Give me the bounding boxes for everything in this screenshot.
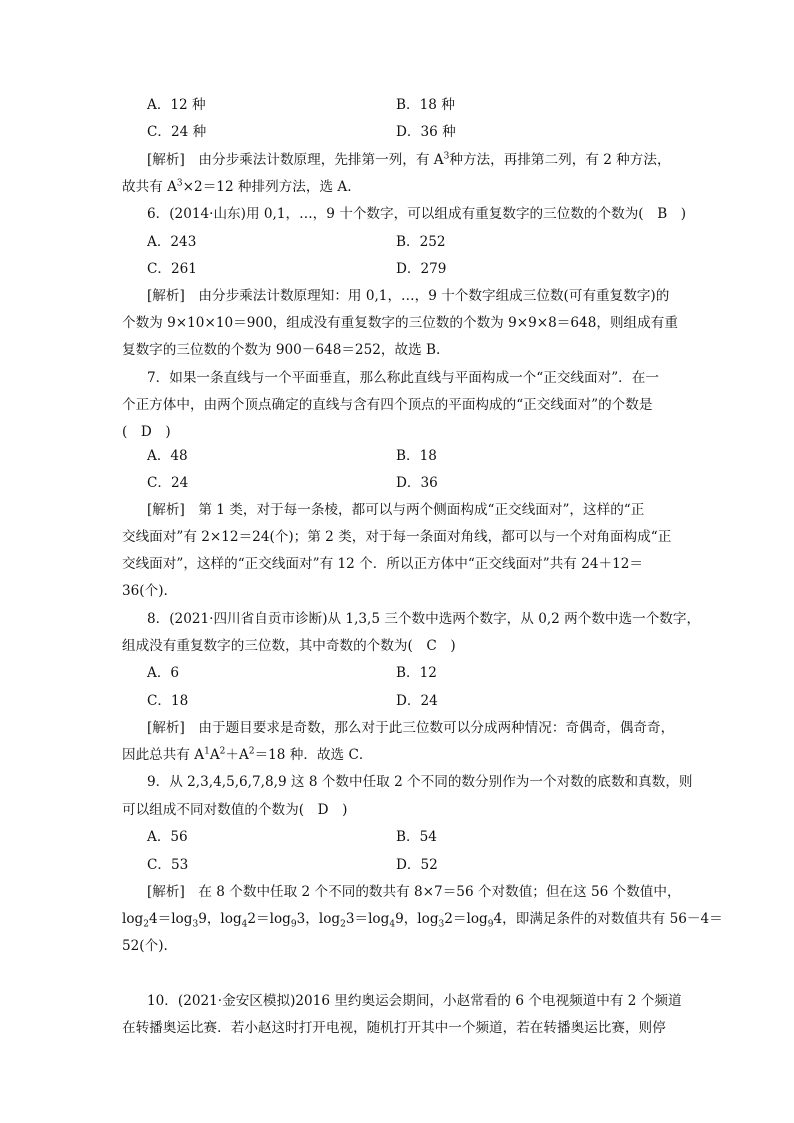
log-base-subscript: 2	[340, 919, 346, 930]
q7-option-a: A．48	[147, 448, 188, 464]
q6-stem: 6．(2014·山东)用 0,1，…，9 十个数字，可以组成有重复数字的三位数的个数为( B )	[147, 206, 687, 222]
q6-option-c: C．261	[147, 261, 197, 277]
q9-option-d: D．52	[396, 857, 438, 873]
log-base-subscript: 3	[192, 919, 199, 930]
q7-option-c: C．24	[147, 475, 189, 491]
q6-analysis-line-1: [解析] 由分步乘法计数原理知：用 0,1，…，9 十个数字组成三位数(可有重复数字)的	[147, 288, 670, 304]
q6-option-d: D．279	[396, 261, 447, 277]
q7-stem-line-3: ( D )	[122, 424, 171, 440]
q5-analysis-line-1: [解析] 由分步乘法计数原理，先排第一列，有 $A^3$种方法，再排第二列，有 2 种方法，	[147, 151, 671, 168]
log-base-subscript: 9	[290, 919, 297, 930]
q7-stem-line-1: 7．如果一条直线与一个平面垂直，那么称此直线与平面构成一个“正交线面对”．在一	[147, 370, 659, 386]
q7-analysis-line-3: 交线面对”，这样的“正交线面对”有 12 个．所以正方体中“正交线面对”共有 24＋12＝	[122, 556, 644, 572]
q8-option-b: B．12	[396, 665, 437, 681]
q9-analysis-line-3: 52(个).	[122, 938, 168, 954]
log-text-segment: 4＝log	[148, 911, 193, 927]
q8-option-d: D．24	[396, 693, 438, 709]
q7-stem-line-2: 个正方体中，由两个顶点确定的直线与含有四个顶点的平面构成的“正交线面对”的个数是	[122, 397, 653, 413]
q10-stem-line-1: 10．(2021·金安区模拟)2016 里约奥运会期间，小赵常看的 6 个电视频道中有 2 个频道	[147, 993, 682, 1009]
q8-stem-line-1: 8．(2021·四川省自贡市诊断)从 1,3,5 三个数中选两个数字，从 0,2 两个数中选一个数字，	[147, 611, 701, 627]
log-text-segment: 9，log	[198, 911, 242, 927]
q9-option-c: C．53	[147, 857, 189, 873]
q5-analysis-line-2: 故共有 $A^3\times 2=12$ 种排列方法，选 A.	[122, 178, 352, 195]
q7-analysis-line-4: 36(个).	[122, 583, 168, 599]
log-text-segment: log	[122, 911, 144, 927]
q9-analysis-line-1: [解析] 在 8 个数中任取 2 个不同的数共有 8×7＝56 个对数值；但在这 56 个数值中，	[147, 884, 681, 900]
q6-analysis-line-3: 复数字的三位数的个数为 900－648＝252，故选 B.	[122, 342, 441, 358]
q7-analysis-line-2: 交线面对”有 2×12＝24(个)；第 2 类，对于每一条面对角线，都可以与一个对角面构成“正	[122, 529, 672, 545]
log-text-segment: 2＝log	[444, 911, 488, 927]
q8-analysis-line-2: 因此总共有 $A^1A^2+A^2=18$ 种．故选 C．	[122, 746, 373, 763]
q5-option-a: A．12 种	[147, 97, 206, 113]
log-text-segment: 3＝log	[345, 911, 390, 927]
q9-option-b: B．54	[396, 829, 437, 845]
q8-stem-line-2: 组成没有重复数字的三位数，其中奇数的个数为( C )	[122, 638, 456, 654]
q9-stem-line-2: 可以组成不同对数值的个数为( D )	[122, 802, 348, 818]
q5-option-b: B．18 种	[396, 97, 455, 113]
log-base-subscript: 4	[389, 919, 396, 930]
q9-stem-line-1: 9．从 2,3,4,5,6,7,8,9 这 8 个数中任取 2 个不同的数分别作为一个对数的底数和真数，则	[147, 774, 693, 790]
q5-option-d: D．36 种	[396, 124, 456, 140]
q6-option-a: A．243	[147, 234, 197, 250]
q7-option-b: B．18	[396, 448, 437, 464]
q6-option-b: B．252	[396, 234, 446, 250]
log-text-segment: 2＝log	[247, 911, 291, 927]
q9-analysis-log-line	[122, 910, 723, 930]
q7-analysis-line-1: [解析] 第 1 类，对于每一条棱，都可以与两个侧面构成“正交线面对”，这样的“正	[147, 502, 645, 518]
log-text-segment: 4，即满足条件的对数值共有 56－4＝	[493, 911, 723, 927]
q10-stem-line-2: 在转播奥运比赛．若小赵这时打开电视，随机打开其中一个频道，若在转播奥运比赛，则停	[122, 1020, 666, 1036]
q6-analysis-line-2: 个数为 9×10×10＝900，组成没有重复数字的三位数的个数为 9×9×8＝648，则组成有重	[122, 315, 678, 331]
q8-option-a: A．6	[147, 665, 180, 681]
log-text-segment: 9，log	[395, 911, 439, 927]
q8-analysis-line-1: [解析] 由于题目要求是奇数，那么对于此三位数可以分成两种情况：奇偶奇，偶奇奇，	[147, 720, 675, 736]
q9-option-a: A．56	[147, 829, 188, 845]
log-text-segment: 3，log	[296, 911, 341, 927]
log-base-subscript: 4	[241, 919, 248, 930]
log-base-subscript: 3	[438, 919, 445, 930]
q5-option-c: C．24 种	[147, 124, 207, 140]
q8-option-c: C．18	[147, 693, 189, 709]
q7-option-d: D．36	[396, 475, 438, 491]
log-base-subscript: 9	[487, 919, 494, 930]
log-base-subscript: 2	[143, 919, 149, 930]
